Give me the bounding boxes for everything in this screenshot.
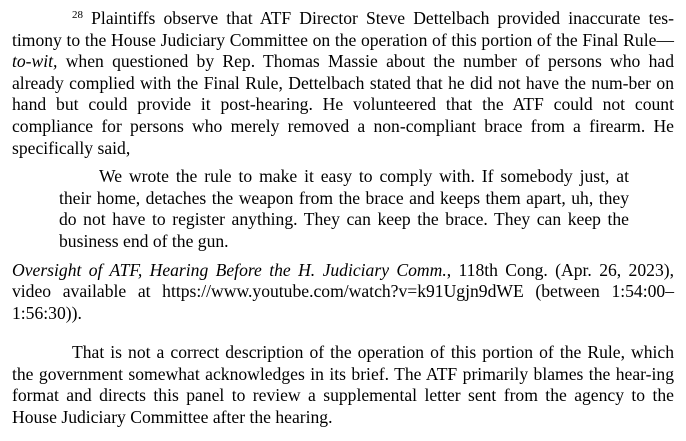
hearing-citation-title: Oversight of ATF, Hearing Before the H. Judiciary Comm. [12, 259, 447, 280]
hearing-citation-details: , 118th Cong. (Apr. 26, 2023), video available at https://www.youtube.com/watch?v=k91Ugjn9dWE (between 1:54:00–1:56:30)). [12, 259, 675, 323]
footnote-paragraph-1 [12, 8, 674, 159]
testimony-block-quote: We wrote the rule to make it easy to comply with. If somebody just, at their home, detaches the weapon from the brace and keeps them apart, uh, they do not have to register anything. They can keep the brace. They can keep the business end of the gun. [59, 166, 629, 251]
footnote-italic-phrase: to-wit, [12, 51, 58, 72]
footnote-page [12, 8, 674, 428]
hearing-citation [12, 260, 674, 325]
footnote-text-continued: when questioned by Rep. Thomas Massie about the number of persons who had already complied with the Final Rule, Dettelbach stated that he did not have the num-ber on hand but could provide it post-hearing. He volunteered that the ATF could not count compliance for persons who merely removed a non-compliant brace from a firearm. He specifically said, [12, 51, 674, 158]
footnote-text-start: Plaintiffs observe that ATF Director Steve Dettelbach provided inaccurate tes-timony to the House Judiciary Committee on the operation of this portion of the Final Rule— [12, 8, 674, 50]
footnote-number: 28 [72, 9, 83, 21]
footnote-paragraph-2: That is not a correct description of the operation of this portion of the Rule, which the government somewhat acknowledges in its brief. The ATF primarily blames the hear-ing format and directs this panel to review a supplemental letter sent from the agency to the House Judiciary Committee after the hearing. [12, 341, 674, 427]
